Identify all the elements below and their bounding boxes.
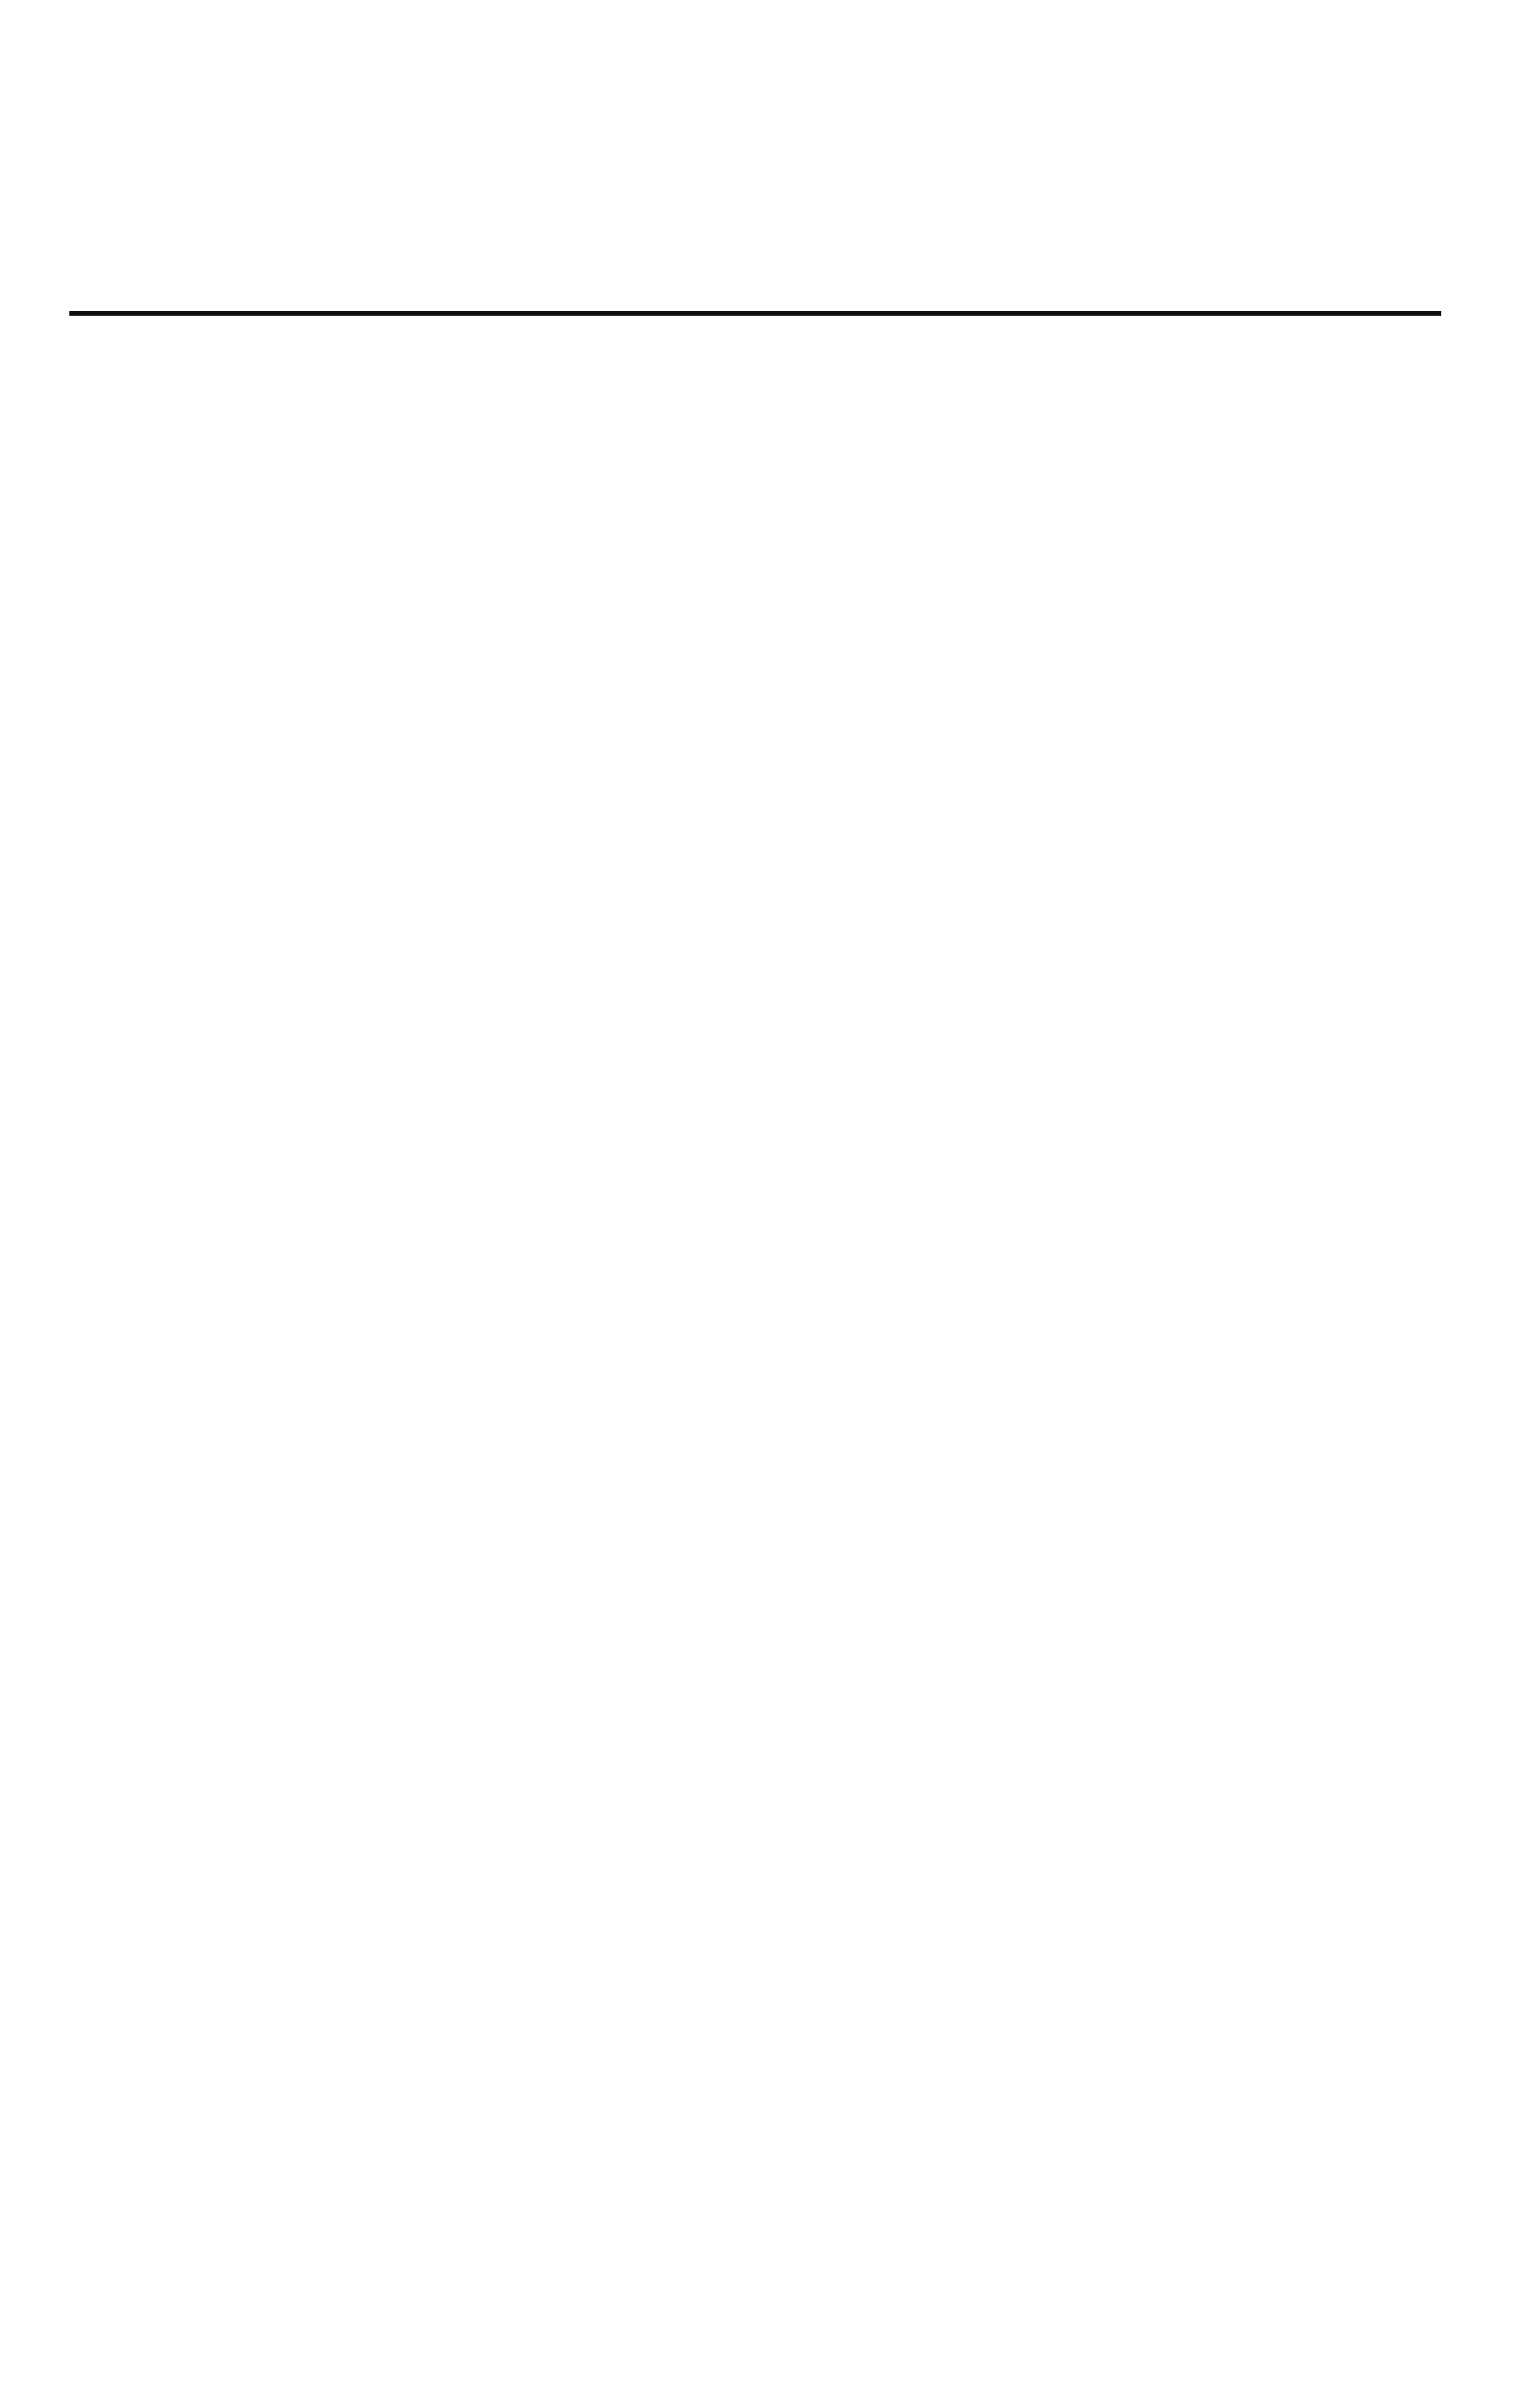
top-rule: [69, 311, 1441, 316]
